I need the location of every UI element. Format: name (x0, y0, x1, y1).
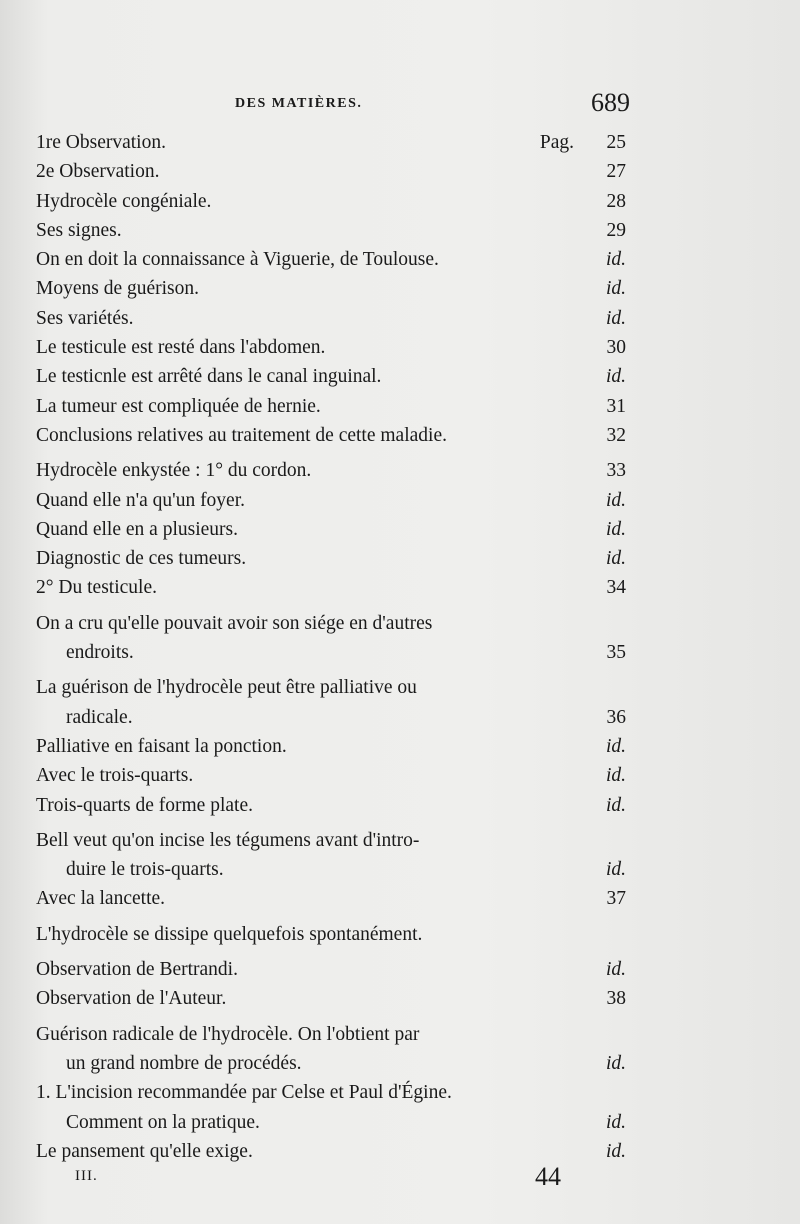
entry-page-ref: id. (605, 489, 626, 511)
index-entry (36, 1108, 626, 1137)
entry-label: Observation de Bertrandi. (36, 959, 238, 981)
index-entry (36, 1049, 626, 1078)
index-entry (36, 304, 626, 333)
entry-label: Trois-quarts de forme plate. (36, 794, 253, 816)
index-entry (36, 732, 626, 761)
index-entry (36, 544, 626, 573)
index-entry (36, 955, 626, 984)
entry-label: On a cru qu'elle pouvait avoir son siége en d'autres (36, 612, 433, 634)
index-entry (36, 673, 626, 702)
entry-page-ref: 31 (606, 395, 626, 417)
index-entry (36, 187, 626, 216)
entry-page-ref: id. (605, 794, 626, 816)
entry-label: Avec le trois-quarts. (36, 765, 194, 787)
entry-page-ref: id. (605, 959, 626, 981)
entry-page-ref: id. (605, 518, 626, 540)
index-entry (36, 609, 626, 638)
entry-label: 2e Observation. (36, 161, 160, 183)
entry-label: Ses signes. (36, 219, 122, 241)
entry-label: Quand elle en a plusieurs. (36, 518, 238, 540)
entry-page-ref: 36 (606, 706, 626, 728)
index-entry (36, 761, 626, 790)
index-entry (36, 791, 626, 820)
entry-page-ref: 25 (606, 132, 626, 153)
entry-page-ref: 33 (606, 460, 626, 482)
index-entry (36, 245, 626, 274)
entry-page-ref: 34 (606, 577, 626, 599)
index-entry (36, 157, 626, 186)
entry-label: Comment on la pratique. (66, 1111, 260, 1133)
entry-label: Le testicnle est arrêté dans le canal inguinal. (36, 366, 382, 388)
entry-page-ref: id. (605, 765, 626, 787)
index-entry (36, 421, 626, 450)
entry-label: 2° Du testicule. (36, 577, 157, 599)
sheet-number: 44 (535, 1162, 561, 1191)
index-entry (36, 1078, 626, 1107)
index-entry (36, 1020, 626, 1049)
pag-label: Pag. (539, 132, 574, 153)
entry-label: Le testicule est resté dans l'abdomen. (36, 337, 326, 359)
page-number: 689 (591, 88, 630, 117)
entry-page-ref: id. (605, 735, 626, 757)
entry-page-ref: 27 (606, 161, 626, 183)
entry-page-ref: 37 (606, 888, 626, 910)
entry-page-ref: id. (605, 1052, 626, 1074)
index-entry (36, 573, 626, 602)
page-header (40, 88, 630, 124)
entry-label: duire le trois-quarts. (66, 859, 224, 881)
index-entry (36, 703, 626, 732)
entry-page-ref: id. (605, 1111, 626, 1133)
entry-page-ref: 29 (606, 219, 626, 241)
index-entries (36, 128, 626, 1166)
entry-label: Ses variétés. (36, 307, 134, 329)
entry-page-ref: id. (605, 548, 626, 570)
index-entry (36, 274, 626, 303)
entry-label: 1re Observation. (36, 132, 166, 153)
entry-page-ref: id. (605, 249, 626, 271)
index-entry (36, 884, 626, 913)
signature-mark: III. (75, 1168, 98, 1184)
index-entry (36, 515, 626, 544)
entry-label: L'hydrocèle se dissipe quelquefois spontanément. (36, 923, 423, 945)
entry-label: Bell veut qu'on incise les tégumens avant d'intro- (36, 829, 420, 851)
entry-label: un grand nombre de procédés. (66, 1052, 302, 1074)
index-entry (36, 128, 626, 157)
index-entry (36, 826, 626, 855)
running-title: DES MATIÈRES. (235, 96, 363, 111)
entry-label: Hydrocèle enkystée : 1° du cordon. (36, 460, 312, 482)
index-entry (36, 638, 626, 667)
entry-page-ref: 28 (606, 190, 626, 212)
entry-page-ref: id. (605, 859, 626, 881)
entry-page-ref: id. (605, 307, 626, 329)
entry-label: La tumeur est compliquée de hernie. (36, 395, 321, 417)
entry-label: Conclusions relatives au traitement de cette maladie. (36, 424, 447, 446)
entry-page-ref: id. (605, 278, 626, 300)
entry-label: radicale. (66, 706, 133, 728)
entry-page-ref: id. (605, 366, 626, 388)
entry-label: Observation de l'Auteur. (36, 988, 227, 1010)
entry-page-ref: 30 (606, 337, 626, 359)
index-entry (36, 216, 626, 245)
entry-page-ref: 38 (606, 988, 626, 1010)
index-entry (36, 362, 626, 391)
entry-label: Diagnostic de ces tumeurs. (36, 548, 247, 570)
entry-label: Moyens de guérison. (36, 278, 200, 300)
index-entry (36, 486, 626, 515)
entry-label: On en doit la connaissance à Viguerie, de Toulouse. (36, 249, 439, 271)
entry-label: endroits. (66, 642, 134, 664)
index-entry (36, 456, 626, 485)
entry-label: Guérison radicale de l'hydrocèle. On l'obtient par (36, 1023, 420, 1045)
entry-label: Quand elle n'a qu'un foyer. (36, 489, 246, 511)
index-entry (36, 855, 626, 884)
entry-label: 1. L'incision recommandée par Celse et Paul d'Égine. (36, 1082, 452, 1104)
index-entry (36, 392, 626, 421)
entry-label: Hydrocèle congéniale. (36, 190, 212, 212)
entry-label: Le pansement qu'elle exige. (36, 1140, 253, 1162)
entry-label: Avec la lancette. (36, 888, 166, 910)
entry-label: La guérison de l'hydrocèle peut être palliative ou (36, 677, 417, 699)
entry-page-ref: id. (605, 1140, 626, 1162)
entry-page-ref: 32 (606, 424, 626, 446)
entry-label: Palliative en faisant la ponction. (36, 735, 287, 757)
page-footer (75, 1162, 575, 1192)
index-entry (36, 984, 626, 1013)
index-entry (36, 333, 626, 362)
entry-page-ref: 35 (606, 642, 626, 664)
index-entry (36, 920, 626, 949)
